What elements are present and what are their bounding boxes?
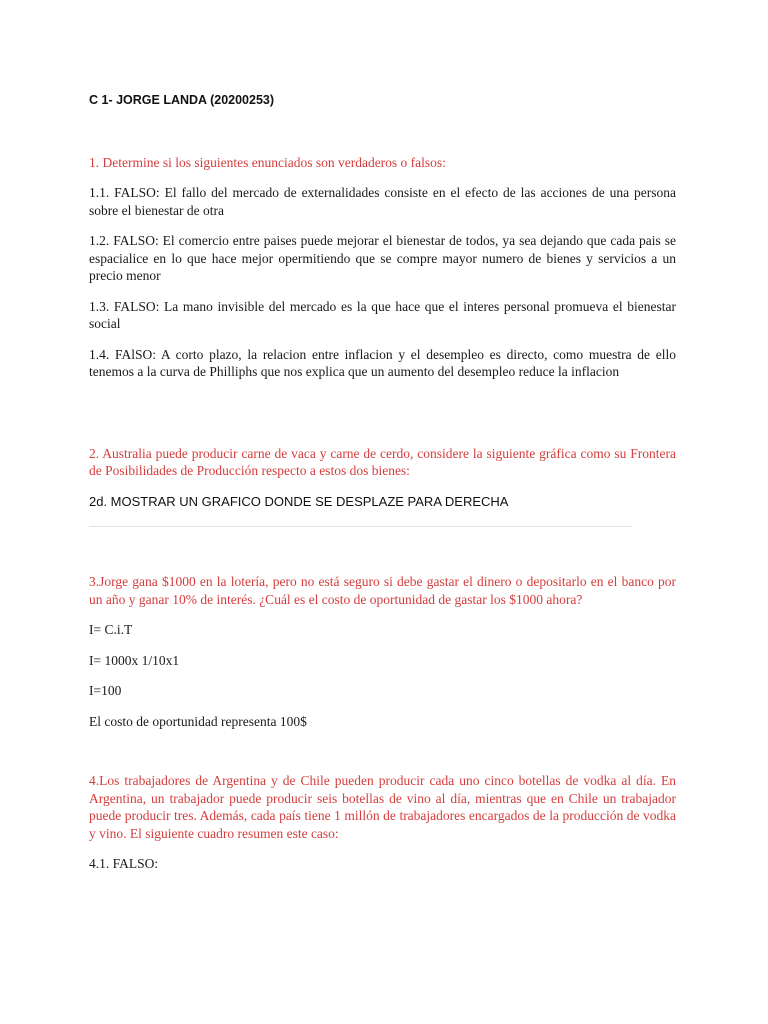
question-3: 3.Jorge gana $1000 en la lotería, pero no está seguro si debe gastar el dinero o depositarlo en el banco por un año y ganar 10% de interés. ¿Cuál es el costo de oportunidad de gastar los $1000 ahora? bbox=[89, 574, 676, 607]
question-1: 1. Determine si los siguientes enunciados son verdaderos o falsos: bbox=[89, 154, 446, 170]
answer-1-2: 1.2. FALSO: El comercio entre paises puede mejorar el bienestar de todos, ya sea dejando que cada pais se espacialice en lo que hace mejor opermitiendo que se compre mayor numero de bienes y servicios a un precio menor bbox=[89, 233, 676, 283]
section-divider bbox=[89, 526, 632, 527]
answer-4-1: 4.1. FALSO: bbox=[89, 856, 159, 871]
calc-line-substitution: I= 1000x 1/10x1 bbox=[89, 652, 180, 668]
question-2: 2. Australia puede producir carne de vaca y carne de cerdo, considere la siguiente gráfica como su Frontera de Posibilidades de Producción respecto a estos dos bienes: bbox=[89, 445, 676, 478]
document-body bbox=[89, 92, 676, 873]
calc-line-result: I=100 bbox=[89, 683, 122, 698]
answer-1-3: 1.3. FALSO: La mano invisible del mercado es la que hace que el interes personal promueva el bienestar social bbox=[89, 298, 676, 331]
question-4: 4.Los trabajadores de Argentina y de Chile pueden producir cada uno cinco botellas de vodka al día. En Argentina, un trabajador puede producir seis botellas de vino al día, mientras que en Chile un trabajador puede producir tres. Además, cada país tiene 1 millón de trabajadores encargados de la producción de vodka y vino. El siguiente cuadro resumen este caso: bbox=[89, 773, 676, 841]
calc-line-formula: I= C.i.T bbox=[89, 622, 133, 637]
document-header: C 1- JORGE LANDA (20200253) bbox=[89, 93, 275, 107]
answer-2d: 2d. MOSTRAR UN GRAFICO DONDE SE DESPLAZE PARA DERECHA bbox=[89, 493, 509, 509]
calc-line-conclusion: El costo de oportunidad representa 100$ bbox=[89, 713, 307, 729]
answer-1-1: 1.1. FALSO: El fallo del mercado de externalidades consiste en el efecto de las acciones de una persona sobre el bienestar de otra bbox=[89, 185, 676, 218]
answer-1-4: 1.4. FAlSO: A corto plazo, la relacion entre inflacion y el desempleo es directo, como muestra de ello tenemos a la curva de Philliphs que nos explica que un aumento del desempleo reduce la inflacion bbox=[89, 346, 676, 379]
